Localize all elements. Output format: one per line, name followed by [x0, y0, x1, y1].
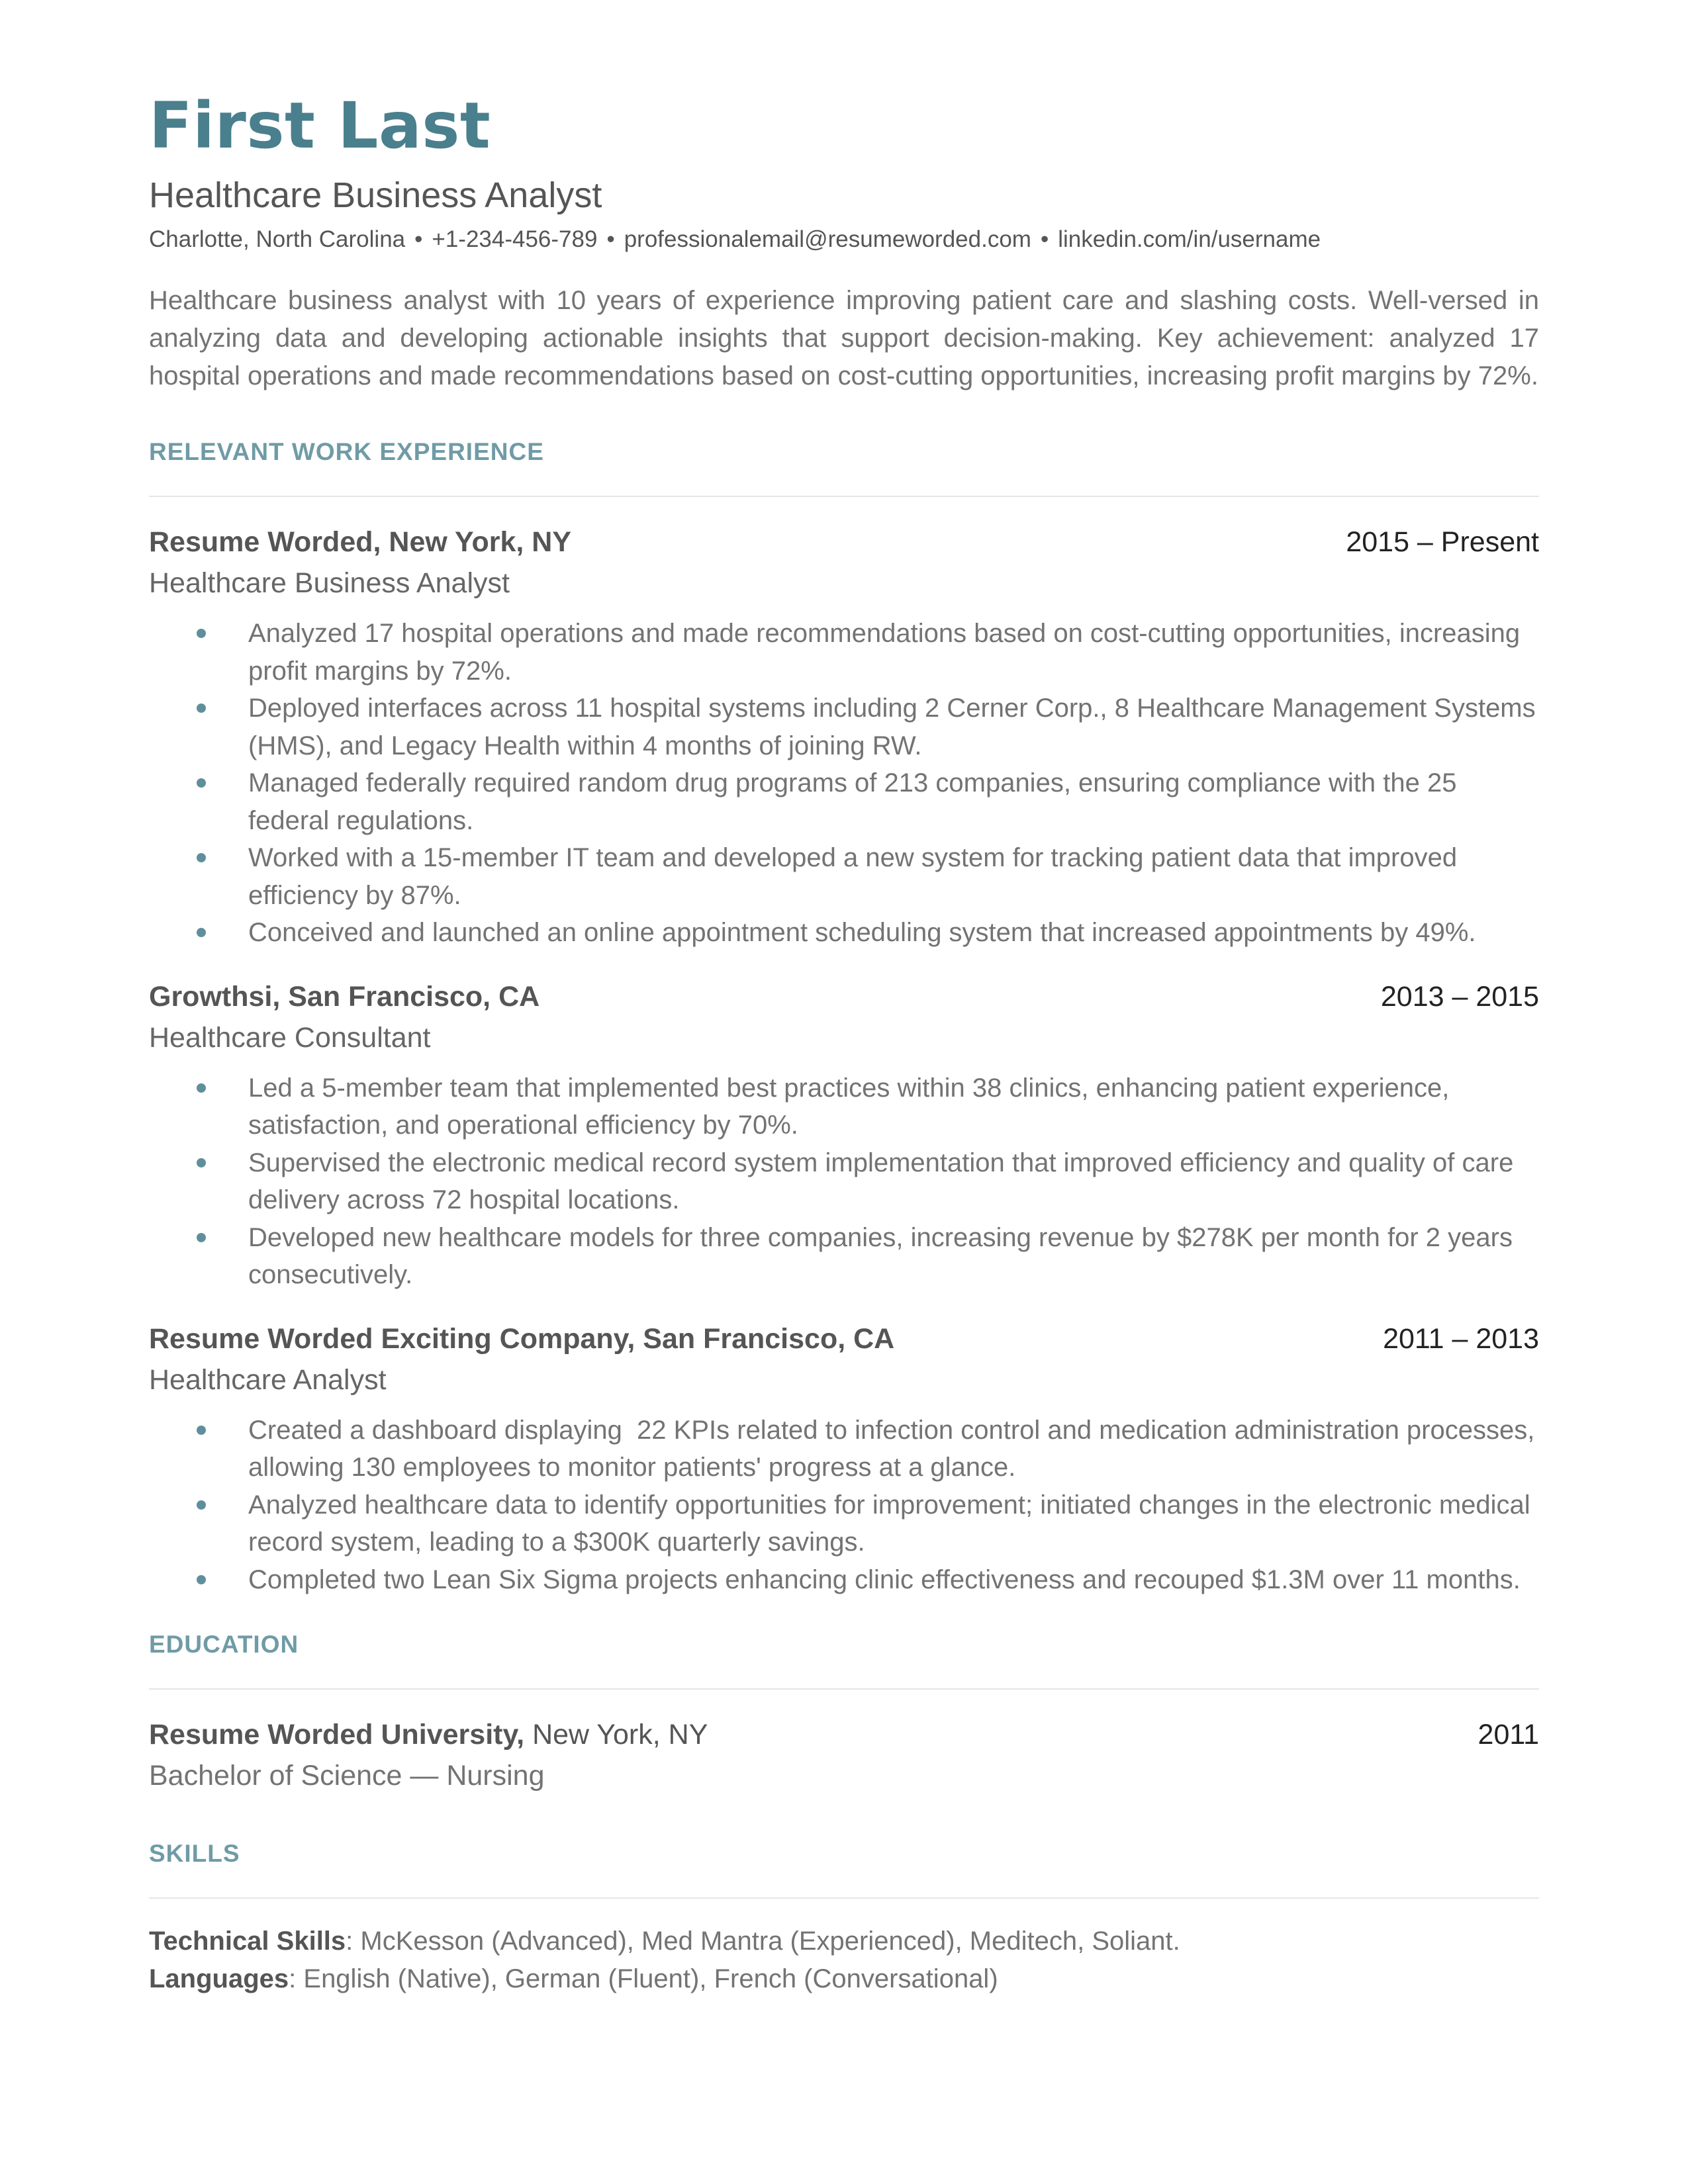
contact-line — [149, 224, 1539, 255]
job-company: Resume Worded Exciting Company, San Francisco, CA — [149, 1322, 895, 1355]
bullet-text: Supervised the electronic medical record system implementation that improved efficiency and quality of care delivery across 72 hospital locations. — [248, 1148, 1514, 1214]
bullet-item — [248, 1219, 1539, 1294]
education-header — [149, 1715, 1539, 1754]
summary-paragraph: Healthcare business analyst with 10 years of experience improving patient care and slashing costs. Well-versed in analyzing data and developing actionable insights that support decision-making. Key achievement: analyzed 17 hospital operations and made recommendations based on cost-cutting opportunities, increasing profit margins by 72%. — [149, 286, 1539, 390]
education-entry — [149, 1715, 1539, 1796]
job-dates: 2015 – Present — [1346, 526, 1539, 558]
section-divider — [149, 1897, 1539, 1899]
job-entry — [149, 1319, 1542, 1599]
section-divider — [149, 496, 1539, 497]
bullet-dot-icon — [197, 1575, 206, 1584]
bullet-dot-icon — [197, 1500, 206, 1510]
job-header — [149, 522, 1539, 562]
job-header — [149, 1319, 1539, 1359]
candidate-name: First Last — [149, 89, 491, 163]
resume-page — [149, 86, 1542, 1997]
job-bullets — [149, 1069, 1539, 1294]
bullet-dot-icon — [197, 1158, 206, 1167]
bullet-text: Completed two Lean Six Sigma projects enhancing clinic effectiveness and recouped $1.3M over 11 months. — [248, 1565, 1521, 1594]
bullet-item — [248, 1486, 1539, 1561]
education-school-line — [149, 1715, 708, 1754]
bullet-text: Managed federally required random drug programs of 213 companies, ensuring compliance with the 25 federal regulations. — [248, 768, 1457, 835]
bullet-text: Analyzed healthcare data to identify opportunities for improvement; initiated changes in the electronic medical record system, leading to a $300K quarterly savings. — [248, 1490, 1530, 1557]
bullet-text: Analyzed 17 hospital operations and made recommendations based on cost-cutting opportunities, increasing profit margins by 72%. — [248, 619, 1521, 686]
bullet-item — [248, 1144, 1539, 1219]
bullet-item — [248, 690, 1539, 764]
skills-languages-line — [149, 1960, 1539, 1998]
skills-languages-value: : English (Native), German (Fluent), French (Conversational) — [289, 1964, 998, 1993]
bullet-dot-icon — [197, 629, 206, 638]
skills-block — [149, 1923, 1539, 1997]
experience-heading: RELEVANT WORK EXPERIENCE — [149, 438, 544, 465]
job-bullets — [149, 615, 1539, 952]
candidate-title: Healthcare Business Analyst — [149, 175, 602, 215]
section-divider — [149, 1688, 1539, 1690]
bullet-dot-icon — [197, 853, 206, 862]
education-degree: Bachelor of Science — Nursing — [149, 1760, 545, 1792]
bullet-dot-icon — [197, 928, 206, 937]
bullet-text: Developed new healthcare models for three companies, increasing revenue by $278K per month for 2 years consecutively. — [248, 1222, 1513, 1289]
job-role: Healthcare Consultant — [149, 1021, 431, 1054]
bullet-item — [248, 839, 1539, 914]
skills-languages-label: Languages — [149, 1964, 289, 1993]
bullet-item — [248, 914, 1539, 952]
separator-dot: • — [606, 226, 615, 252]
skills-technical-line — [149, 1923, 1539, 1960]
job-dates: 2013 – 2015 — [1380, 980, 1539, 1013]
education-year: 2011 — [1477, 1719, 1539, 1751]
bullet-item — [248, 615, 1539, 690]
job-company: Growthsi, San Francisco, CA — [149, 980, 540, 1013]
job-entry — [149, 977, 1539, 1294]
education-school: Resume Worded University, — [149, 1719, 525, 1751]
contact-linkedin[interactable]: linkedin.com/in/username — [1058, 226, 1321, 252]
bullet-item — [248, 1069, 1539, 1144]
bullet-dot-icon — [197, 1233, 206, 1242]
job-company: Resume Worded, New York, NY — [149, 526, 572, 558]
job-entry — [149, 522, 1539, 952]
job-bullets — [149, 1412, 1542, 1599]
bullet-item — [248, 764, 1539, 839]
job-dates: 2011 – 2013 — [1383, 1322, 1539, 1355]
contact-phone: +1-234-456-789 — [432, 226, 598, 252]
skills-technical-value: : McKesson (Advanced), Med Mantra (Experienced), Meditech, Soliant. — [346, 1927, 1180, 1956]
education-location: New York, NY — [524, 1719, 708, 1751]
job-header — [149, 977, 1539, 1017]
bullet-text: Worked with a 15-member IT team and developed a new system for tracking patient data that improved efficiency by 87%. — [248, 843, 1458, 910]
separator-dot: • — [1040, 226, 1049, 252]
bullet-item — [248, 1561, 1539, 1599]
job-role: Healthcare Analyst — [149, 1363, 387, 1396]
bullet-text: Deployed interfaces across 11 hospital systems including 2 Cerner Corp., 8 Healthcare Management Systems (HMS), and Legacy Health within 4 months of joining RW. — [248, 694, 1536, 760]
education-heading: EDUCATION — [149, 1631, 299, 1658]
contact-email[interactable]: professionalemail@resumeworded.com — [624, 226, 1031, 252]
contact-location: Charlotte, North Carolina — [149, 226, 406, 252]
bullet-item — [248, 1412, 1542, 1486]
job-role: Healthcare Business Analyst — [149, 567, 510, 599]
bullet-dot-icon — [197, 704, 206, 713]
bullet-dot-icon — [197, 1426, 206, 1435]
bullet-dot-icon — [197, 778, 206, 788]
bullet-text: Conceived and launched an online appointment scheduling system that increased appointments by 49%. — [248, 918, 1476, 947]
bullet-text: Led a 5-member team that implemented best practices within 38 clinics, enhancing patient experience, satisfaction, and operational efficiency by 70%. — [248, 1073, 1450, 1140]
bullet-dot-icon — [197, 1083, 206, 1093]
skills-technical-label: Technical Skills — [149, 1927, 346, 1956]
skills-heading: SKILLS — [149, 1840, 240, 1867]
bullet-text: Created a dashboard displaying 22 KPIs related to infection control and medication administration processes, allowing 130 employees to monitor patients' progress at a glance. — [248, 1415, 1542, 1482]
separator-dot: • — [414, 226, 423, 252]
